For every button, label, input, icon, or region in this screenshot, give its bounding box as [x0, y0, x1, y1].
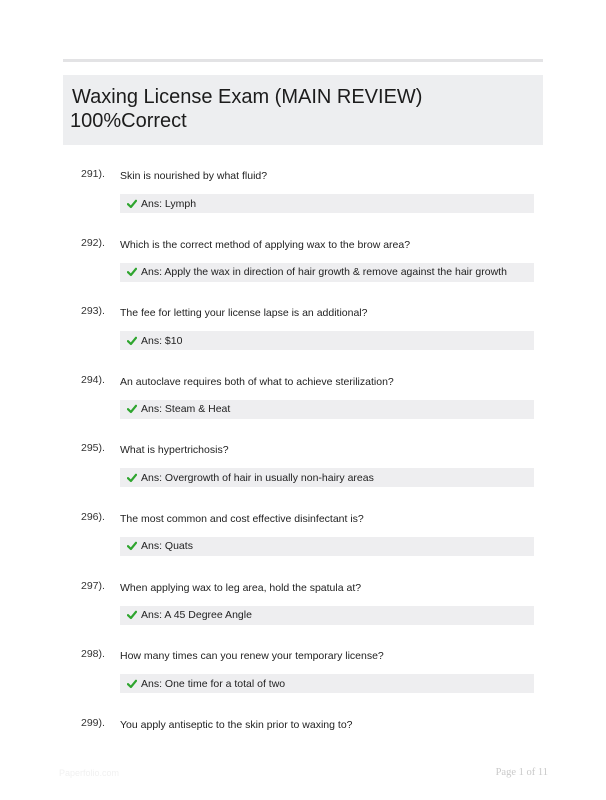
title-banner — [63, 75, 543, 145]
question-item — [63, 509, 543, 578]
top-divider — [63, 59, 543, 62]
check-icon — [127, 679, 137, 689]
answer-text: Ans: Overgrowth of hair in usually non-hairy areas — [141, 471, 374, 484]
question-text: How many times can you renew your temporary license? — [120, 650, 384, 663]
answer-text: Ans: Lymph — [141, 197, 197, 210]
question-text: When applying wax to leg area, hold the spatula at? — [120, 581, 362, 594]
question-item — [63, 166, 543, 235]
question-number: 298). — [81, 648, 105, 661]
question-text: Skin is nourished by what fluid? — [120, 170, 268, 182]
question-number: 299). — [81, 716, 105, 729]
question-item — [63, 578, 543, 647]
page-subtitle: 100%Correct — [70, 110, 187, 132]
answer-box — [120, 194, 534, 213]
page-title: Waxing License Exam (MAIN REVIEW) — [72, 86, 423, 108]
question-item — [63, 440, 543, 509]
check-icon — [127, 473, 137, 483]
check-icon — [127, 199, 137, 209]
answer-box — [120, 400, 534, 419]
check-icon — [127, 404, 137, 414]
question-number: 293). — [81, 305, 105, 318]
question-item — [63, 372, 543, 441]
answer-box — [120, 674, 534, 693]
question-number: 297). — [81, 579, 105, 592]
answer-text: Ans: Apply the wax in direction of hair growth & remove against the hair growth — [141, 266, 507, 279]
question-text: What is hypertrichosis? — [120, 444, 229, 457]
question-text: You apply antiseptic to the skin prior to waxing to? — [120, 718, 353, 731]
answer-box — [120, 606, 534, 625]
check-icon — [127, 267, 137, 277]
question-text: The most common and cost effective disinfectant is? — [120, 512, 364, 525]
question-text: An autoclave requires both of what to achieve sterilization? — [120, 375, 394, 388]
check-icon — [127, 541, 137, 551]
question-item — [63, 303, 543, 372]
question-item — [63, 646, 543, 715]
answer-box — [120, 468, 534, 487]
answer-text: Ans: A 45 Degree Angle — [141, 609, 252, 622]
answer-text: Ans: Quats — [141, 540, 193, 553]
question-number: 294). — [81, 373, 105, 386]
question-number: 296). — [81, 510, 105, 523]
check-icon — [127, 336, 137, 346]
question-number: 295). — [81, 442, 105, 455]
answer-box — [120, 331, 534, 350]
answer-box — [120, 263, 534, 282]
question-number: 292). — [81, 236, 105, 249]
footer-watermark: Paperfolio.com — [59, 768, 120, 778]
question-number: 291). — [81, 168, 105, 180]
question-text: Which is the correct method of applying wax to the brow area? — [120, 238, 411, 251]
answer-text: Ans: One time for a total of two — [141, 677, 286, 690]
question-item — [63, 715, 543, 784]
question-item — [63, 235, 543, 304]
answer-text: Ans: Steam & Heat — [141, 403, 231, 416]
answer-box — [120, 537, 534, 556]
question-text: The fee for letting your license lapse is an additional? — [120, 307, 368, 320]
question-list — [63, 166, 543, 783]
page-number: Page 1 of 11 — [495, 767, 548, 778]
check-icon — [127, 610, 137, 620]
answer-text: Ans: $10 — [141, 334, 183, 347]
